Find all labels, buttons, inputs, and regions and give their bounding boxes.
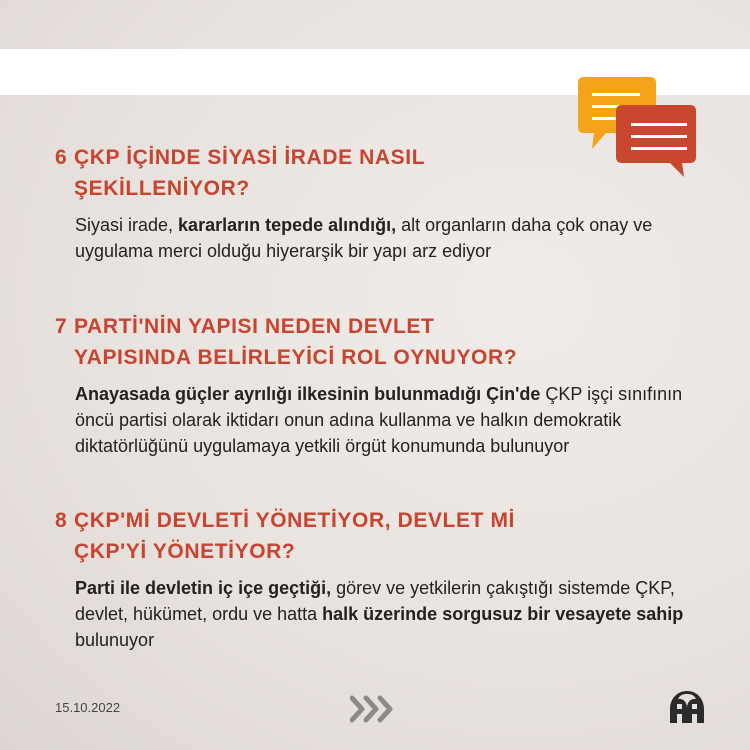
question-8-section (55, 505, 695, 653)
question-7-title: 7 PARTİ'NİN YAPISI NEDEN DEVLET YAPISINDA BELİRLEYİCİ ROL OYNUYOR? (55, 315, 518, 369)
question-6-title: 6 ÇKP İÇİNDE SİYASİ İRADE NASIL ŞEKİLLENİYOR? (55, 146, 426, 200)
question-8-answer: Parti ile devletin iç içe geçtiği, görev ve yetkilerin çakıştığı sistemde ÇKP, devlet, hükümet, ordu ve hatta halk üzerinde sorgusuz bir vesayete sahip bulunuyor (75, 578, 684, 650)
anadolu-agency-logo (668, 690, 706, 724)
question-7-answer: Anayasada güçler ayrılığı ilkesinin bulunmadığı Çin'de ÇKP işçi sınıfının öncü partisi olarak iktidarı onun adına kullanma ve halkın demokratik diktatörlüğünü uygulamaya yetkili örgüt konumunda bulunuyor (75, 384, 683, 456)
question-6-section (55, 142, 695, 264)
publication-date: 15.10.2022 (55, 700, 121, 715)
triple-chevron-right-icon[interactable] (350, 694, 400, 724)
question-8-title: 8 ÇKP'Mİ DEVLETİ YÖNETİYOR, DEVLET Mİ ÇKP'Yİ YÖNETİYOR? (55, 509, 515, 563)
question-7-section (55, 311, 695, 459)
question-6-answer: Siyasi irade, kararların tepede alındığı, alt organların daha çok onay ve uygulama merci olduğu hiyerarşik bir yapı arz ediyor (75, 215, 653, 261)
